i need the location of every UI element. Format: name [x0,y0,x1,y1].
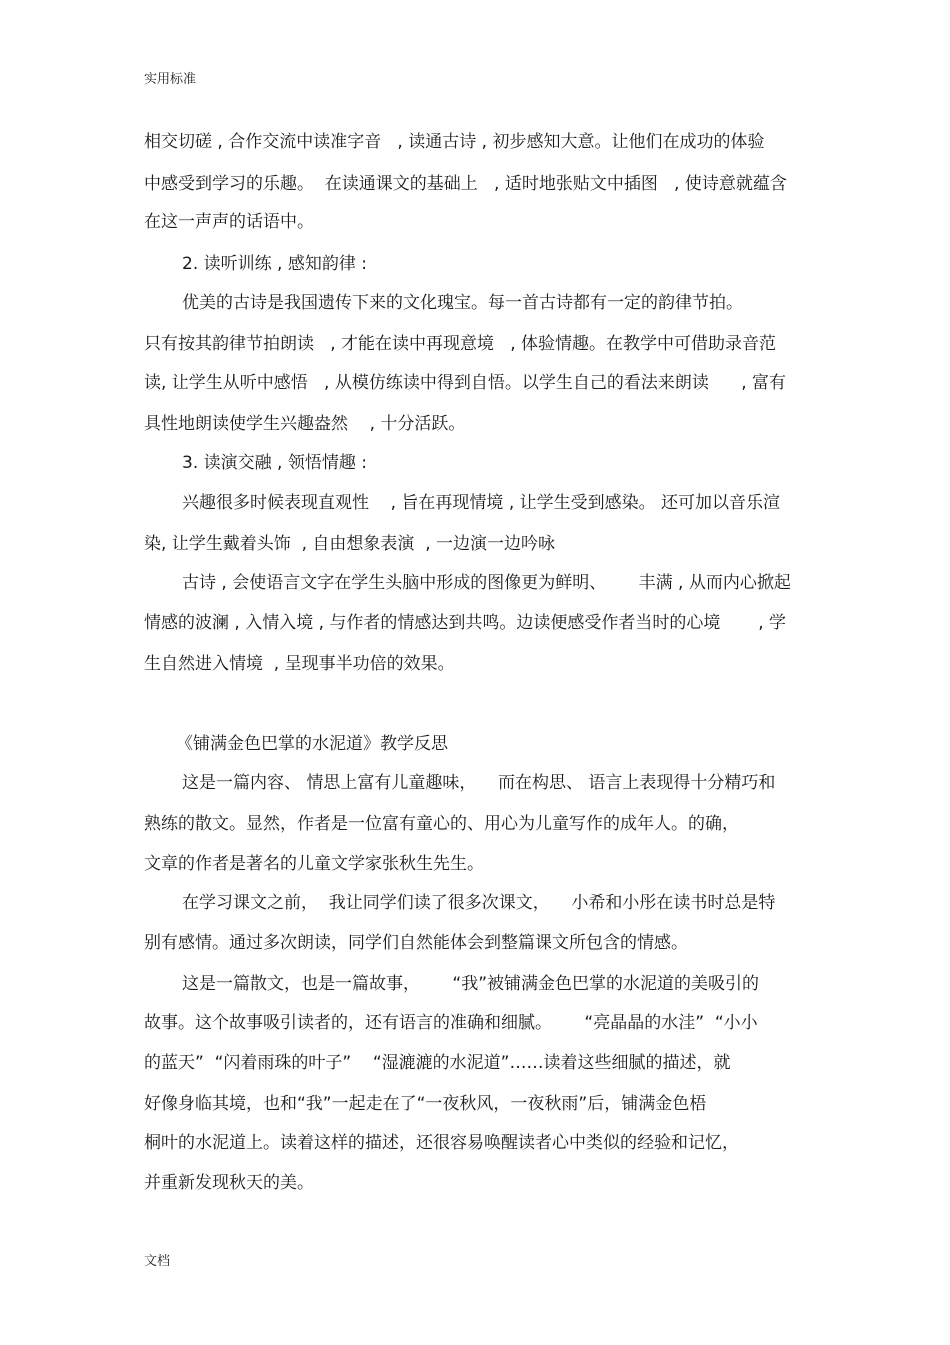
paragraph-line: 在学习课文之前， 我让同学们读了很多次课文， 小希和小彤在读书时总是特 [182,893,776,913]
article-title: 《铺满金色巴掌的水泥道》教学反思 [176,734,448,754]
paragraph-line: 的蓝天” “闪着雨珠的叶子” “湿漉漉的水泥道”……读着这些细腻的描述，就 [144,1053,731,1073]
paragraph-line: 故事。这个故事吸引读者的，还有语言的准确和细腻。 “亮晶晶的水洼” “小小 [144,1013,758,1033]
paragraph-line: 并重新发现秋天的美。 [144,1173,314,1193]
paragraph-line: 读, 让学生从听中感悟 , 从模仿练读中得到自悟。以学生自己的看法来朗读 , 富有 [144,373,787,393]
paragraph-line: 这是一篇内容、 情思上富有儿童趣味， 而在构思、 语言上表现得十分精巧和 [182,773,776,793]
paragraph-line: 古诗 , 会使语言文字在学生头脑中形成的图像更为鲜明、 丰满 , 从而内心掀起 [182,573,791,593]
paragraph-line: 文章的作者是著名的儿童文学家张秋生先生。 [144,854,484,874]
page-footer: 文档 [144,1254,171,1269]
paragraph-line: 好像身临其境，也和“我”一起走在了“一夜秋风，一夜秋雨”后，铺满金色梧 [144,1094,707,1114]
paragraph-line: 相交切磋 , 合作交流中读准字音 , 读通古诗 , 初步感知大意。让他们在成功的体验 [144,132,765,152]
paragraph-line: 具性地朗读使学生兴趣盎然 , 十分活跃。 [144,414,466,434]
paragraph-line: 染, 让学生戴着头饰 , 自由想象表演 , 一边演一边吟咏 [144,534,556,554]
paragraph-line: 情感的波澜 , 入情入境 , 与作者的情感达到共鸣。边读便感受作者当时的心境 , 学 [144,613,787,633]
paragraph-line: 生自然进入情境 , 呈现事半功倍的效果。 [144,654,455,674]
paragraph-line: 在这一声声的话语中。 [144,212,314,232]
paragraph-line: 别有感情。通过多次朗读，同学们自然能体会到整篇课文所包含的情感。 [144,933,688,953]
paragraph-line: 这是一篇散文，也是一篇故事， “我”被铺满金色巴掌的水泥道的美吸引的 [182,974,760,994]
paragraph-line: 中感受到学习的乐趣。 在读通课文的基础上 , 适时地张贴文中插图 , 使诗意就蕴含 [144,174,787,194]
page-header: 实用标准 [144,72,197,87]
paragraph-line: 熟练的散文。显然，作者是一位富有童心的、用心为儿童写作的成年人。的确， [144,814,739,834]
paragraph-line: 只有按其韵律节拍朗读 , 才能在读中再现意境 , 体验情趣。在教学中可借助录音范 [144,334,777,354]
paragraph-line: 桐叶的水泥道上。读着这样的描述，还很容易唤醒读者心中类似的经验和记忆， [144,1133,739,1153]
paragraph-line: 兴趣很多时候表现直观性 , 旨在再现情境 , 让学生受到感染。 还可加以音乐渲 [182,493,781,513]
section-heading: 2. 读听训练 , 感知韵律 : [182,254,367,274]
section-heading: 3. 读演交融 , 领悟情趣 : [182,453,367,473]
paragraph-line: 优美的古诗是我国遗传下来的文化瑰宝。每一首古诗都有一定的韵律节拍。 [182,293,743,313]
